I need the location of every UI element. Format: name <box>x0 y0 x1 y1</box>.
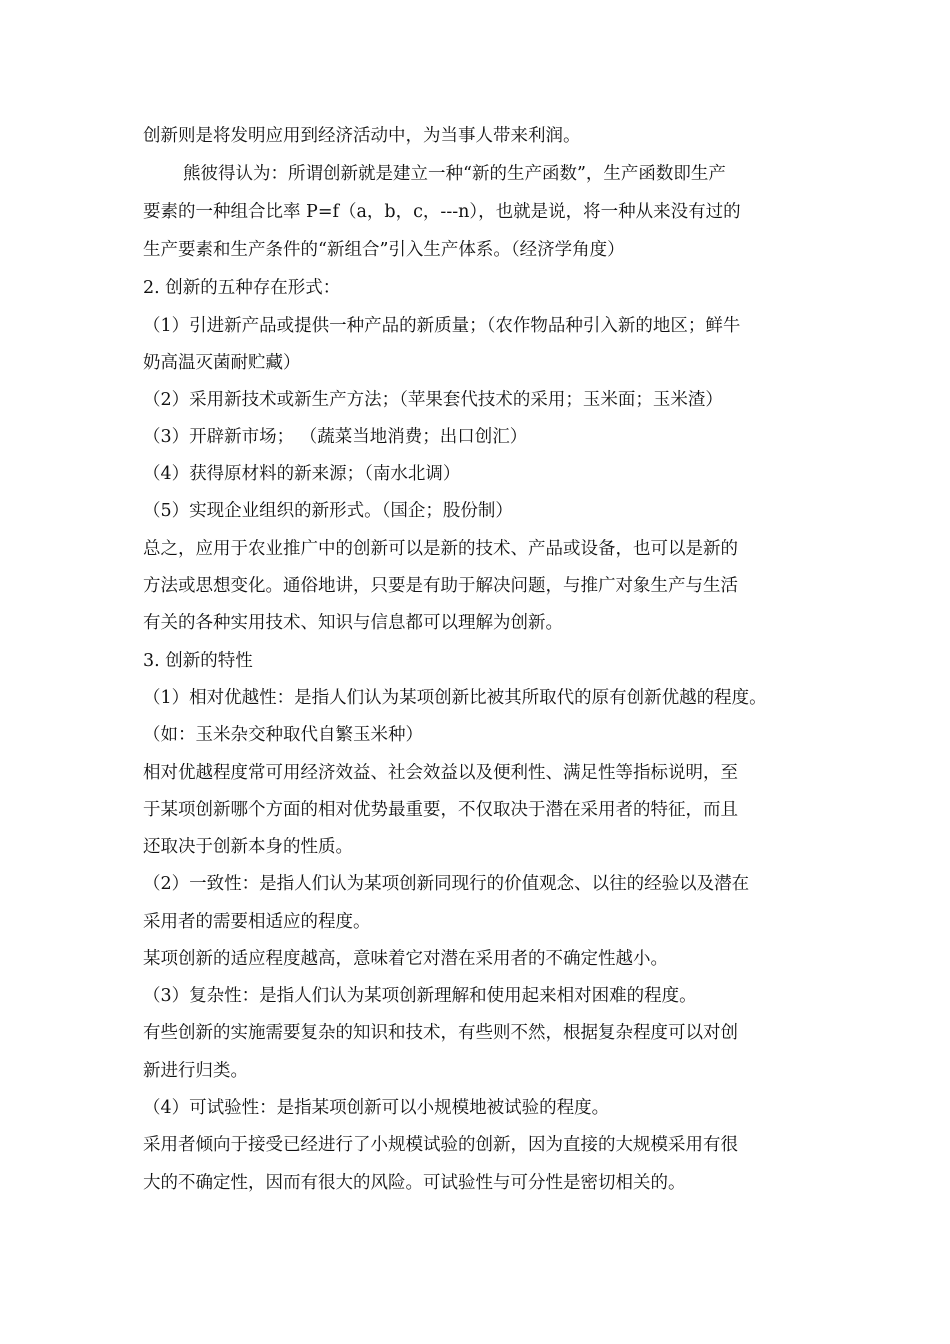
paragraph-line: 创新则是将发明应用到经济活动中，为当事人带来利润。 <box>143 126 581 146</box>
list-item: （3）复杂性：是指人们认为某项创新理解和使用起来相对困难的程度。 <box>143 986 697 1006</box>
section-heading: 3. 创新的特性 <box>143 651 253 671</box>
paragraph-line: 生产要素和生产条件的“新组合”引入生产体系。（经济学角度） <box>143 240 625 260</box>
paragraph-line: 新进行归类。 <box>143 1061 248 1081</box>
paragraph-line: 大的不确定性，因而有很大的风险。可试验性与可分性是密切相关的。 <box>143 1173 686 1193</box>
list-item-continued: 采用者的需要相适应的程度。 <box>143 912 371 932</box>
paragraph-line: 还取决于创新本身的性质。 <box>143 837 353 857</box>
paragraph-line: 要素的一种组合比率 P=f（a，b，c，---n），也就是说，将一种从来没有过的 <box>143 202 741 222</box>
list-item: （4）获得原材料的新来源；（南水北调） <box>143 464 461 484</box>
list-item-continued: （如：玉米杂交种取代自繁玉米种） <box>143 725 423 745</box>
list-item: （2）一致性：是指人们认为某项创新同现行的价值观念、以往的经验以及潜在 <box>143 874 750 894</box>
paragraph-line: 方法或思想变化。通俗地讲，只要是有助于解决问题，与推广对象生产与生活 <box>143 576 738 596</box>
list-item: （3）开辟新市场； （蔬菜当地消费；出口创汇） <box>143 427 528 447</box>
paragraph-line: 有些创新的实施需要复杂的知识和技术，有些则不然，根据复杂程度可以对创 <box>143 1023 738 1043</box>
list-item: （2）采用新技术或新生产方法；（苹果套代技术的采用；玉米面；玉米渣） <box>143 390 723 410</box>
paragraph-line: 熊彼得认为：所谓创新就是建立一种“新的生产函数”，生产函数即生产 <box>183 164 726 184</box>
list-item: （4）可试验性：是指某项创新可以小规模地被试验的程度。 <box>143 1098 610 1118</box>
list-item: （5）实现企业组织的新形式。（国企；股份制） <box>143 501 513 521</box>
list-item: （1）相对优越性：是指人们认为某项创新比被其所取代的原有创新优越的程度。 <box>143 688 767 708</box>
paragraph-line: 总之，应用于农业推广中的创新可以是新的技术、产品或设备，也可以是新的 <box>143 539 738 559</box>
paragraph-line: 于某项创新哪个方面的相对优势最重要，不仅取决于潜在采用者的特征，而且 <box>143 800 738 820</box>
paragraph-line: 相对优越程度常可用经济效益、社会效益以及便利性、满足性等指标说明，至 <box>143 763 738 783</box>
paragraph-line: 有关的各种实用技术、知识与信息都可以理解为创新。 <box>143 613 563 633</box>
list-item-continued: 奶高温灭菌耐贮藏） <box>143 353 301 373</box>
paragraph-line: 采用者倾向于接受已经进行了小规模试验的创新，因为直接的大规模采用有很 <box>143 1135 738 1155</box>
list-item: （1）引进新产品或提供一种产品的新质量；（农作物品种引入新的地区；鲜牛 <box>143 316 741 336</box>
paragraph-line: 某项创新的适应程度越高，意味着它对潜在采用者的不确定性越小。 <box>143 949 668 969</box>
section-heading: 2. 创新的五种存在形式： <box>143 278 341 298</box>
